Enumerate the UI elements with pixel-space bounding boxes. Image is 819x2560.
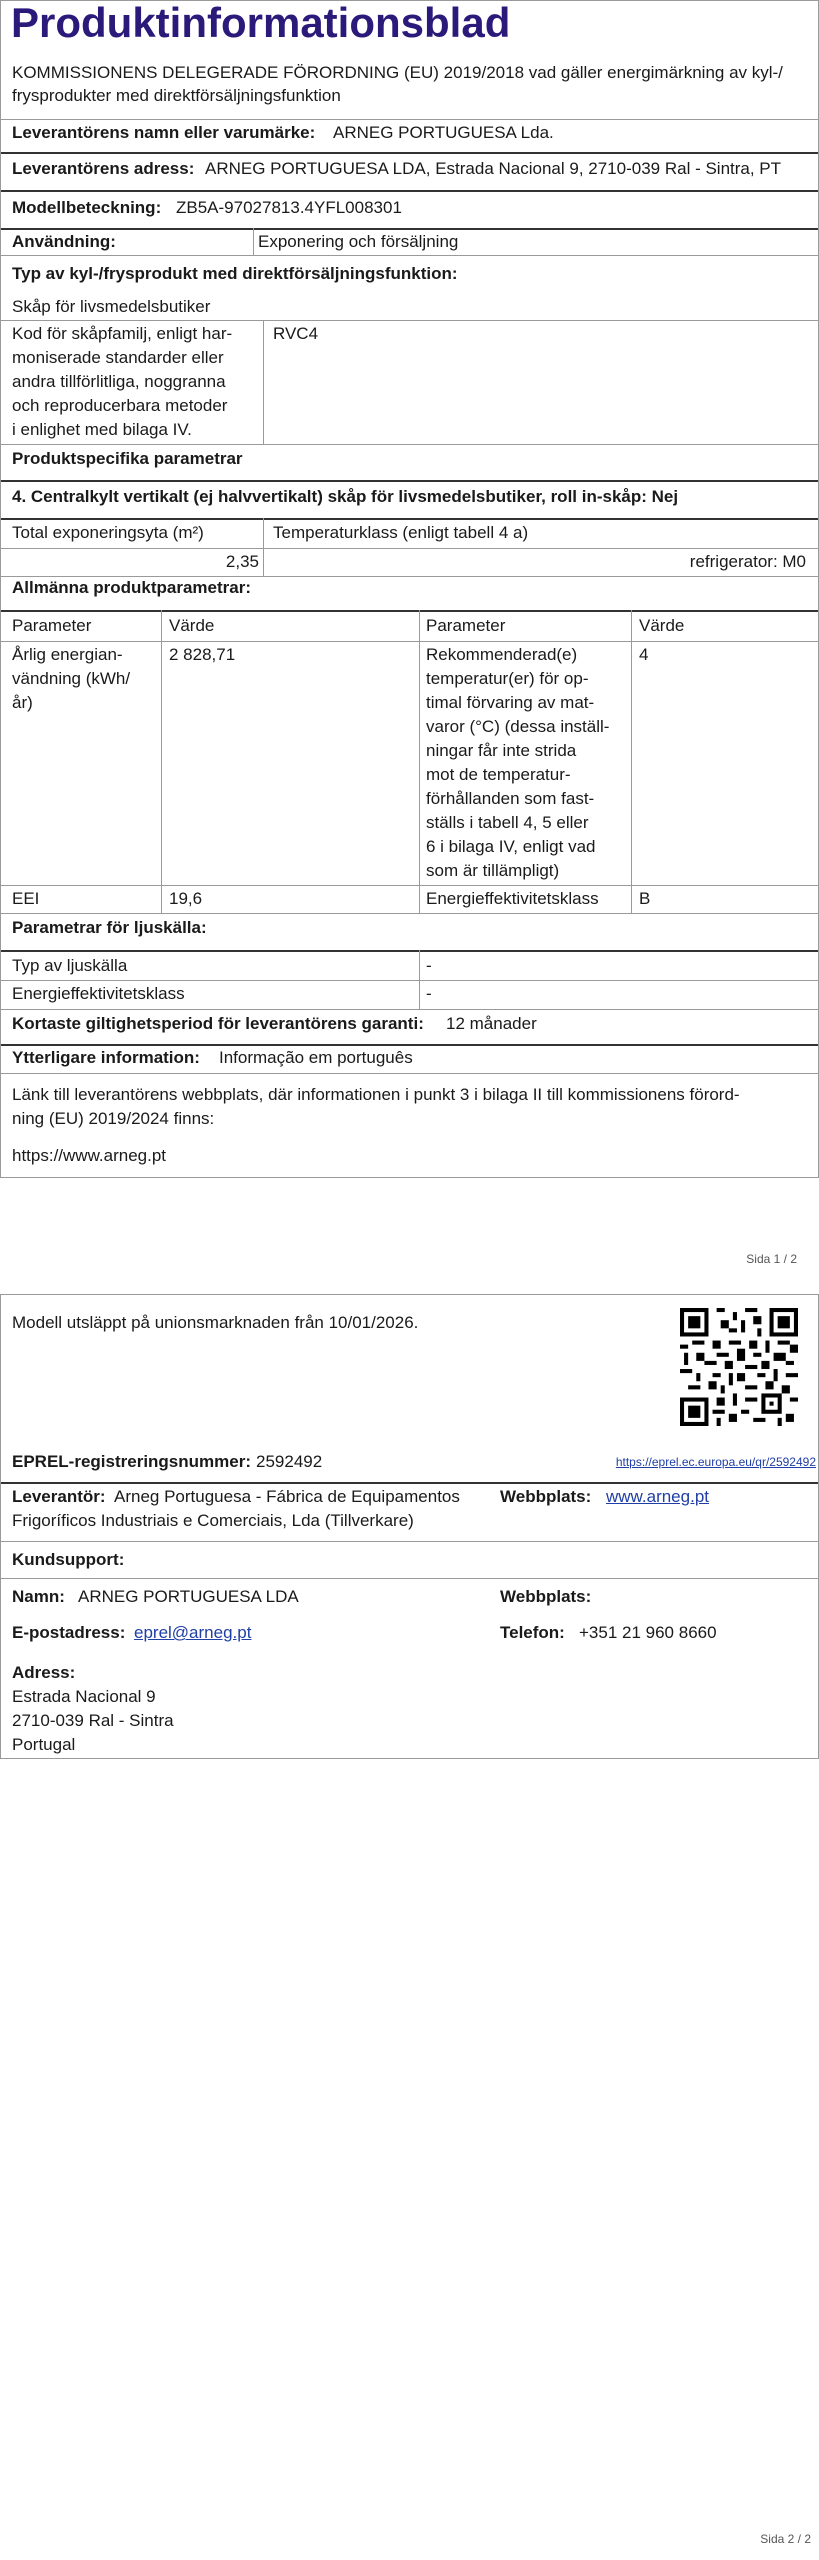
regulation-text-line-2: frysprodukter med direktförsäljningsfunktion	[12, 86, 341, 105]
additional-info-value: Informação em português	[219, 1048, 413, 1067]
link-text-line-2: ning (EU) 2019/2024 finns:	[12, 1109, 215, 1128]
light-class-value: -	[426, 984, 432, 1003]
rec-temp-label-7: förhållanden som fast-	[426, 789, 595, 808]
support-name-value: ARNEG PORTUGUESA LDA	[78, 1587, 299, 1606]
rec-temp-label-8: ställs i tabell 4, 5 eller	[426, 813, 589, 832]
rec-temp-label-1: Rekommenderad(e)	[426, 645, 578, 664]
annual-energy-label-2: vändning (kWh/	[12, 669, 131, 688]
supplier-line-2: Frigoríficos Industriais e Comerciais, Lda (Tillverkare)	[12, 1511, 414, 1530]
support-website-label: Webbplats:	[500, 1587, 592, 1606]
family-code-label-5: i enlighet med bilaga IV.	[12, 420, 192, 439]
family-code-value: RVC4	[273, 324, 319, 343]
light-type-label: Typ av ljuskälla	[12, 956, 128, 975]
eprel-url-link[interactable]: https://eprel.ec.europa.eu/qr/2592492	[615, 1455, 816, 1469]
family-code-label-1: Kod för skåpfamilj, enligt har-	[12, 324, 233, 343]
annual-energy-value: 2 828,71	[169, 645, 236, 664]
supplier-line-1: Arneg Portuguesa - Fábrica de Equipamentos	[114, 1487, 460, 1506]
supplier-name-label: Leverantörens namn eller varumärke:	[12, 123, 316, 142]
col-header-parameter-1: Parameter	[12, 616, 92, 635]
col-header-value-1: Värde	[169, 616, 215, 635]
display-area-label: Total exponeringsyta (m²)	[12, 523, 204, 542]
eei-label: EEI	[12, 889, 40, 908]
model-value: ZB5A-97027813.4YFL008301	[176, 198, 402, 217]
supplier-address-label: Leverantörens adress:	[12, 159, 195, 178]
category-line: 4. Centralkylt vertikalt (ej halvvertikalt) skåp för livsmedelsbutiker, roll in-skåp: Nej	[12, 487, 679, 506]
customer-support-heading: Kundsupport:	[12, 1550, 125, 1569]
family-code-label-4: och reproducerbara metoder	[12, 396, 228, 415]
light-class-label: Energieffektivitetsklass	[12, 984, 185, 1003]
rec-temp-label-2: temperatur(er) för op-	[426, 669, 589, 688]
support-name-label: Namn:	[12, 1587, 65, 1606]
warranty-value: 12 månader	[446, 1014, 537, 1033]
warranty-label: Kortaste giltighetsperiod för leverantörens garanti:	[12, 1014, 424, 1033]
address-line-3: Portugal	[12, 1735, 76, 1754]
page-number-2: Sida 2 / 2	[760, 2532, 811, 2546]
temp-class-label: Temperaturklass (enligt tabell 4 a)	[273, 523, 529, 542]
rec-temp-label-10: som är tillämpligt)	[426, 861, 560, 880]
supplier-website-link[interactable]: https://www.arneg.pt	[12, 1146, 167, 1165]
display-area-value: 2,35	[225, 552, 259, 571]
phone-label: Telefon:	[500, 1623, 565, 1642]
rec-temp-value: 4	[639, 645, 649, 664]
product-type-heading: Typ av kyl-/frysprodukt med direktförsäljningsfunktion:	[12, 264, 458, 283]
website-link[interactable]: www.arneg.pt	[606, 1487, 709, 1506]
annual-energy-label-3: år)	[12, 693, 33, 712]
product-information-sheet-page-2	[0, 1294, 819, 1759]
light-source-heading: Parametrar för ljuskälla:	[12, 918, 207, 937]
eei-value: 19,6	[169, 889, 203, 908]
page-title: Produktinformationsblad	[11, 0, 511, 46]
supplier-address-value: ARNEG PORTUGUESA LDA, Estrada Nacional 9, 2710-039 Ral - Sintra, PT	[205, 159, 782, 178]
email-link[interactable]: eprel@arneg.pt	[134, 1623, 252, 1642]
rec-temp-label-3: timal förvaring av mat-	[426, 693, 595, 712]
rec-temp-label-6: mot de temperatur-	[426, 765, 571, 784]
phone-value: +351 21 960 8660	[579, 1623, 717, 1642]
eprel-label: EPREL-registreringsnummer:	[12, 1452, 251, 1471]
product-information-sheet-page-1	[0, 0, 819, 1178]
light-type-value: -	[426, 956, 432, 975]
additional-info-label: Ytterligare information:	[12, 1048, 200, 1067]
supplier-label: Leverantör:	[12, 1487, 106, 1506]
energy-class-label: Energieffektivitetsklass	[426, 889, 599, 908]
page-number-1: Sida 1 / 2	[746, 1252, 797, 1266]
specific-parameters-heading: Produktspecifika parametrar	[12, 449, 243, 468]
regulation-text-line-1: KOMMISSIONENS DELEGERADE FÖRORDNING (EU) 2019/2018 vad gäller energimärkning av kyl-/	[12, 63, 783, 82]
eprel-qr-code[interactable]	[680, 1308, 798, 1426]
address-line-2: 2710-039 Ral - Sintra	[12, 1711, 174, 1730]
eprel-value: 2592492	[256, 1452, 323, 1471]
website-label: Webbplats:	[500, 1487, 592, 1506]
model-label: Modellbeteckning:	[12, 198, 162, 217]
family-code-label-2: moniserade standarder eller	[12, 348, 224, 367]
email-label: E-postadress:	[12, 1623, 126, 1642]
col-header-parameter-2: Parameter	[426, 616, 506, 635]
temp-class-value: refrigerator: M0	[689, 552, 806, 571]
supplier-name-value: ARNEG PORTUGUESA Lda.	[333, 123, 554, 142]
product-type-value: Skåp för livsmedelsbutiker	[12, 297, 211, 316]
family-code-label-3: andra tillförlitliga, noggranna	[12, 372, 226, 391]
release-date-text: Modell utsläppt på unionsmarknaden från 10/01/2026.	[12, 1313, 419, 1332]
col-header-value-2: Värde	[639, 616, 685, 635]
link-text-line-1: Länk till leverantörens webbplats, där informationen i punkt 3 i bilaga II till kommissionens förord-	[12, 1085, 740, 1104]
address-line-1: Estrada Nacional 9	[12, 1687, 156, 1706]
rec-temp-label-9: 6 i bilaga IV, enligt vad	[426, 837, 596, 856]
use-label: Användning:	[12, 232, 116, 251]
use-value: Exponering och försäljning	[258, 232, 459, 251]
address-label: Adress:	[12, 1663, 76, 1682]
rec-temp-label-4: varor (°C) (dessa inställ-	[426, 717, 610, 736]
energy-class-value: B	[639, 889, 651, 908]
annual-energy-label-1: Årlig energian-	[12, 645, 123, 664]
general-parameters-heading: Allmänna produktparametrar:	[12, 578, 251, 597]
rec-temp-label-5: ningar får inte strida	[426, 741, 577, 760]
